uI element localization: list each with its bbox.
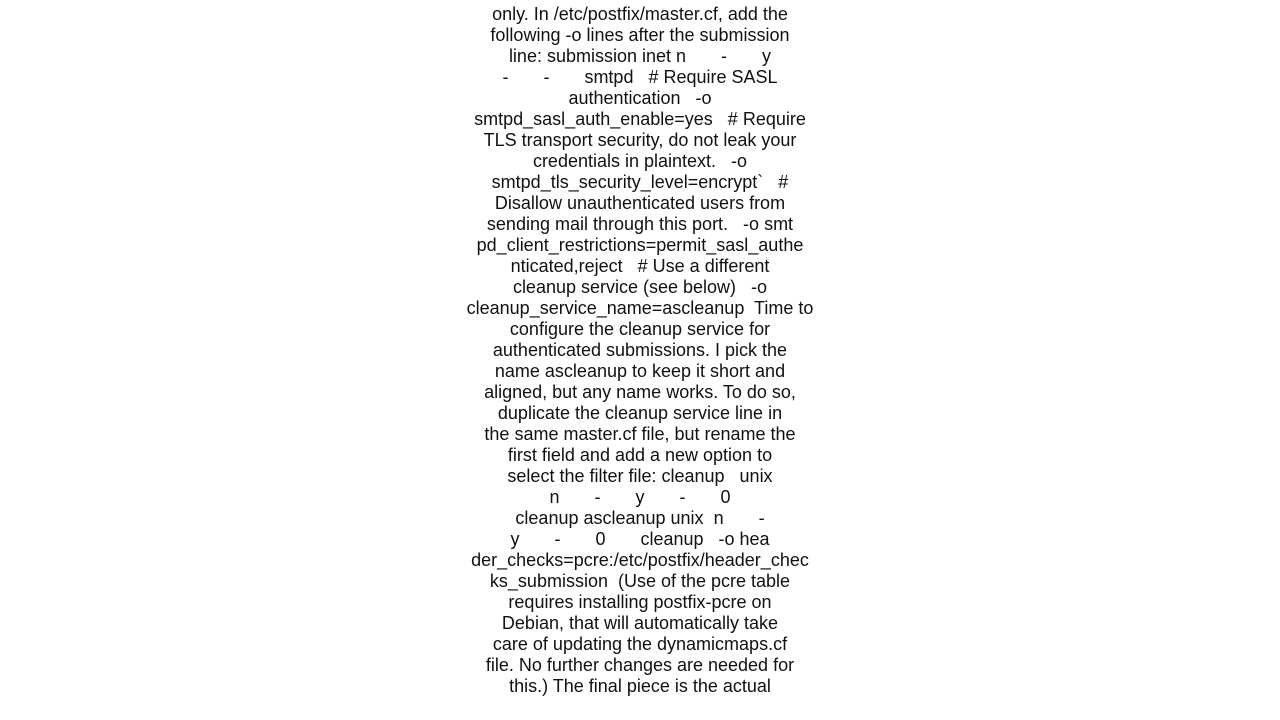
text-line: first field and add a new option to xyxy=(507,445,773,465)
text-line: credentials in plaintext. -o xyxy=(532,151,748,171)
text-line: configure the cleanup service for xyxy=(509,319,771,339)
text-line: duplicate the cleanup service line in xyxy=(497,403,783,423)
text-line: cleanup ascleanup unix n - xyxy=(515,508,765,528)
text-line: sending mail through this port. -o smt xyxy=(486,214,794,234)
text-line: - - smtpd # Require SASL xyxy=(502,67,778,87)
text-line: authentication -o xyxy=(568,88,712,108)
text-line: following -o lines after the submission xyxy=(490,25,790,45)
text-line: file. No further changes are needed for xyxy=(485,655,795,675)
text-line: the same master.cf file, but rename the xyxy=(484,424,796,444)
text-line: n - y - 0 xyxy=(549,487,731,507)
text-line: TLS transport security, do not leak your xyxy=(483,130,797,150)
text-line: ks_submission (Use of the pcre table xyxy=(489,571,791,591)
text-line: smtpd_tls_security_level=encrypt` # xyxy=(491,172,789,192)
text-line: nticated,reject # Use a different xyxy=(510,256,770,276)
text-line: smtpd_sasl_auth_enable=yes # Require xyxy=(474,109,806,129)
text-line: care of updating the dynamicmaps.cf xyxy=(492,634,788,654)
article-text xyxy=(0,4,1280,696)
text-line: Debian, that will automatically take xyxy=(501,613,779,633)
text-line: select the filter file: cleanup unix xyxy=(507,466,773,486)
text-line: requires installing postfix-pcre on xyxy=(508,592,772,612)
text-line: pd_client_restrictions=permit_sasl_authe xyxy=(476,235,804,255)
text-line: der_checks=pcre:/etc/postfix/header_chec xyxy=(471,550,809,570)
text-line: line: submission inet n - y xyxy=(508,46,772,66)
text-line: this.) The final piece is the actual xyxy=(509,676,771,696)
text-line: y - 0 cleanup -o hea xyxy=(510,529,770,549)
text-line: Disallow unauthenticated users from xyxy=(494,193,786,213)
text-line: cleanup service (see below) -o xyxy=(512,277,768,297)
text-line: cleanup_service_name=ascleanup Time to xyxy=(466,298,814,318)
text-line: only. In /etc/postfix/master.cf, add the xyxy=(492,4,788,24)
text-line: aligned, but any name works. To do so, xyxy=(484,382,796,402)
text-line: authenticated submissions. I pick the xyxy=(492,340,788,360)
text-line: name ascleanup to keep it short and xyxy=(494,361,786,381)
